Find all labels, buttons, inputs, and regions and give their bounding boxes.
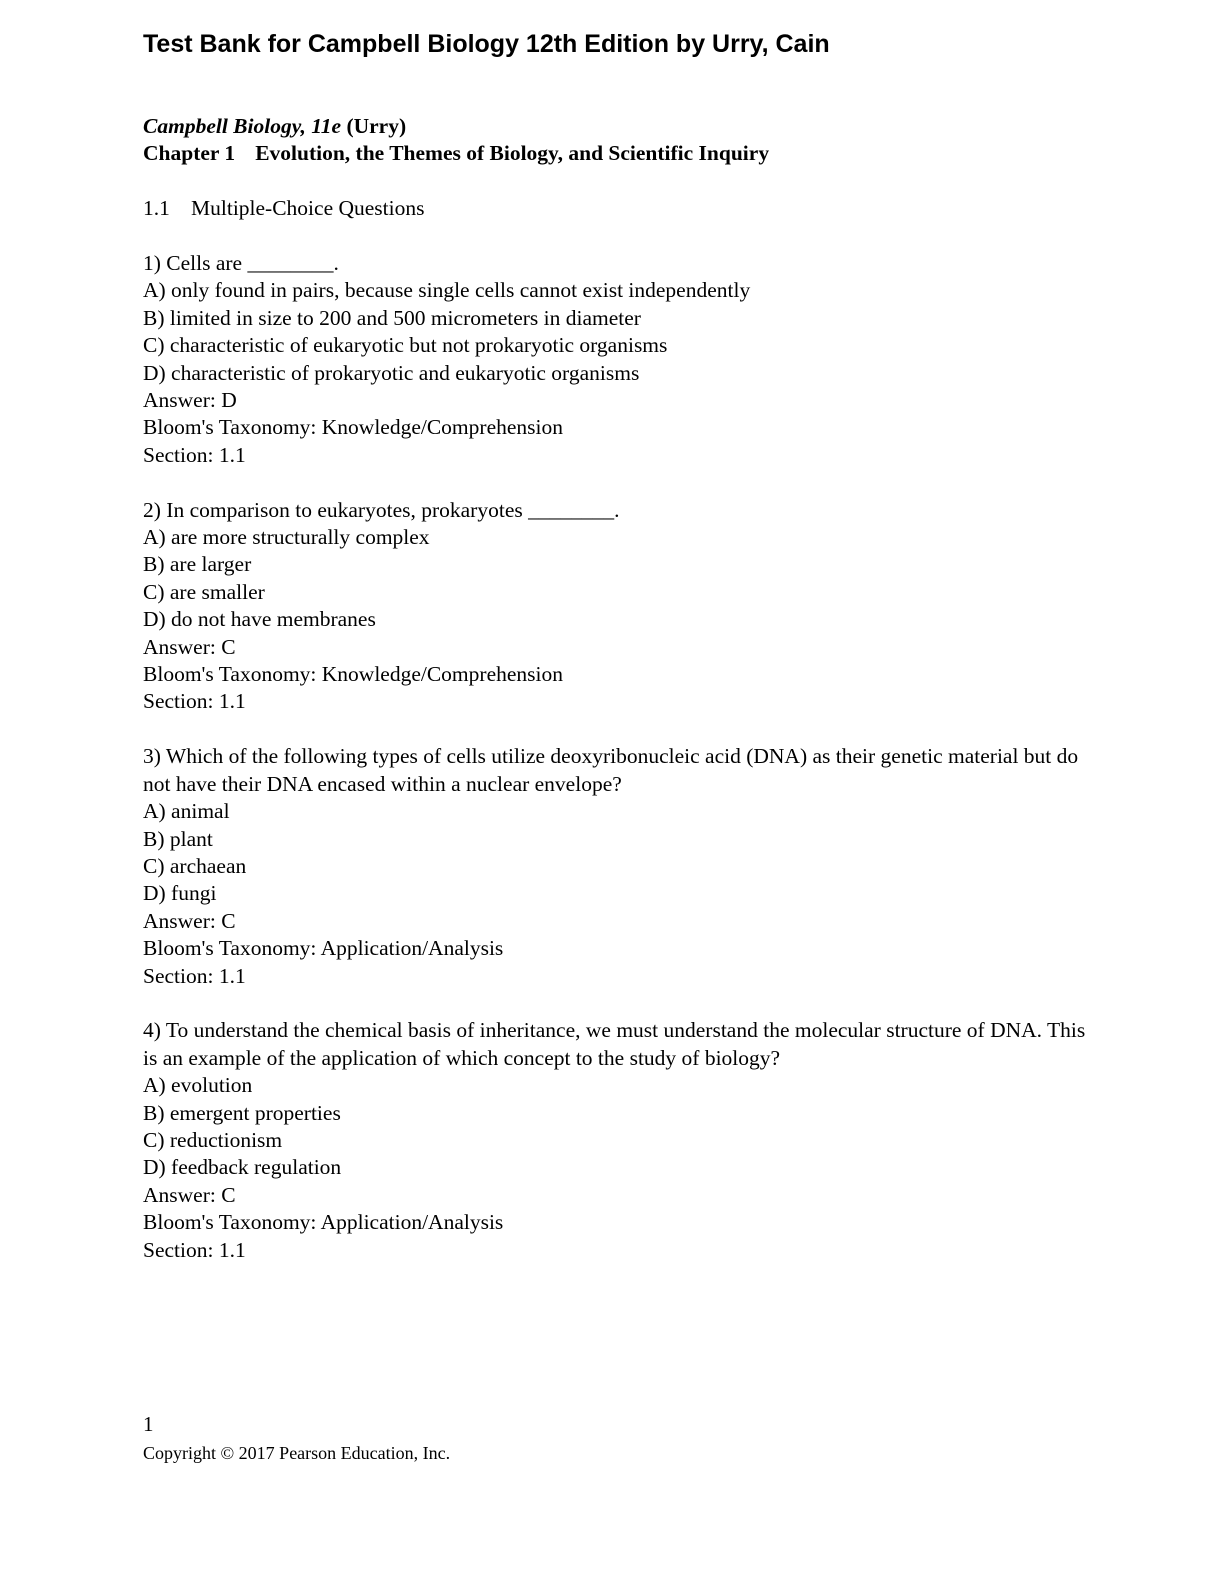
answer-option-d: D) characteristic of prokaryotic and eukaryotic organisms	[143, 360, 640, 385]
section-number: 1.1	[143, 196, 170, 221]
question-4	[143, 1017, 1093, 1264]
question-section: Section: 1.1	[143, 963, 246, 988]
blooms-taxonomy: Bloom's Taxonomy: Knowledge/Comprehension	[143, 415, 563, 440]
question-2	[143, 497, 1093, 716]
answer-option-a: A) only found in pairs, because single cells cannot exist independently	[143, 278, 751, 303]
answer-option-a: A) animal	[143, 799, 230, 824]
answer-key: Answer: C	[143, 908, 236, 933]
copyright-notice: Copyright © 2017 Pearson Education, Inc.	[143, 1443, 451, 1463]
question-section: Section: 1.1	[143, 689, 246, 714]
answer-option-b: B) emergent properties	[143, 1100, 341, 1125]
answer-option-b: B) limited in size to 200 and 500 micrometers in diameter	[143, 305, 641, 330]
document-banner-title: Test Bank for Campbell Biology 12th Edition by Urry, Cain	[143, 30, 830, 58]
answer-option-d: D) do not have membranes	[143, 607, 376, 632]
section-heading	[143, 195, 1093, 222]
question-1	[143, 250, 1093, 469]
answer-key: Answer: C	[143, 634, 236, 659]
question-section: Section: 1.1	[143, 1237, 246, 1262]
answer-option-a: A) are more structurally complex	[143, 525, 430, 550]
answer-option-b: B) plant	[143, 826, 213, 851]
document-body	[143, 113, 1093, 1264]
book-title: Campbell Biology, 11e	[143, 114, 342, 138]
question-stem: 3) Which of the following types of cells utilize deoxyribonucleic acid (DNA) as their genetic material but do not have their DNA encased within a nuclear envelope?	[143, 744, 1079, 796]
chapter-title: Evolution, the Themes of Biology, and Scientific Inquiry	[255, 141, 770, 166]
answer-key: Answer: C	[143, 1182, 236, 1207]
answer-option-d: D) fungi	[143, 881, 217, 906]
blooms-taxonomy: Bloom's Taxonomy: Knowledge/Comprehension	[143, 662, 563, 687]
answer-key: Answer: D	[143, 388, 237, 413]
question-stem: 1) Cells are ________.	[143, 251, 339, 275]
blooms-taxonomy: Bloom's Taxonomy: Application/Analysis	[143, 936, 504, 961]
answer-option-c: C) characteristic of eukaryotic but not prokaryotic organisms	[143, 333, 668, 358]
answer-option-c: C) reductionism	[143, 1127, 283, 1152]
question-stem: 4) To understand the chemical basis of inheritance, we must understand the molecular structure of DNA. This is an example of the application of which concept to the study of biology?	[143, 1018, 1086, 1070]
page-number: 1	[143, 1412, 154, 1436]
answer-option-c: C) are smaller	[143, 579, 265, 604]
answer-option-a: A) evolution	[143, 1073, 253, 1098]
section-title: Multiple-Choice Questions	[191, 196, 425, 221]
answer-option-b: B) are larger	[143, 552, 252, 577]
question-section: Section: 1.1	[143, 442, 246, 467]
book-author: (Urry)	[346, 114, 407, 138]
chapter-heading	[143, 140, 1093, 167]
answer-option-d: D) feedback regulation	[143, 1155, 342, 1180]
question-3	[143, 743, 1093, 990]
chapter-label: Chapter 1	[143, 141, 236, 166]
answer-option-c: C) archaean	[143, 853, 247, 878]
blooms-taxonomy: Bloom's Taxonomy: Application/Analysis	[143, 1210, 504, 1235]
question-stem: 2) In comparison to eukaryotes, prokaryotes ________.	[143, 497, 620, 522]
book-heading	[143, 113, 1093, 140]
